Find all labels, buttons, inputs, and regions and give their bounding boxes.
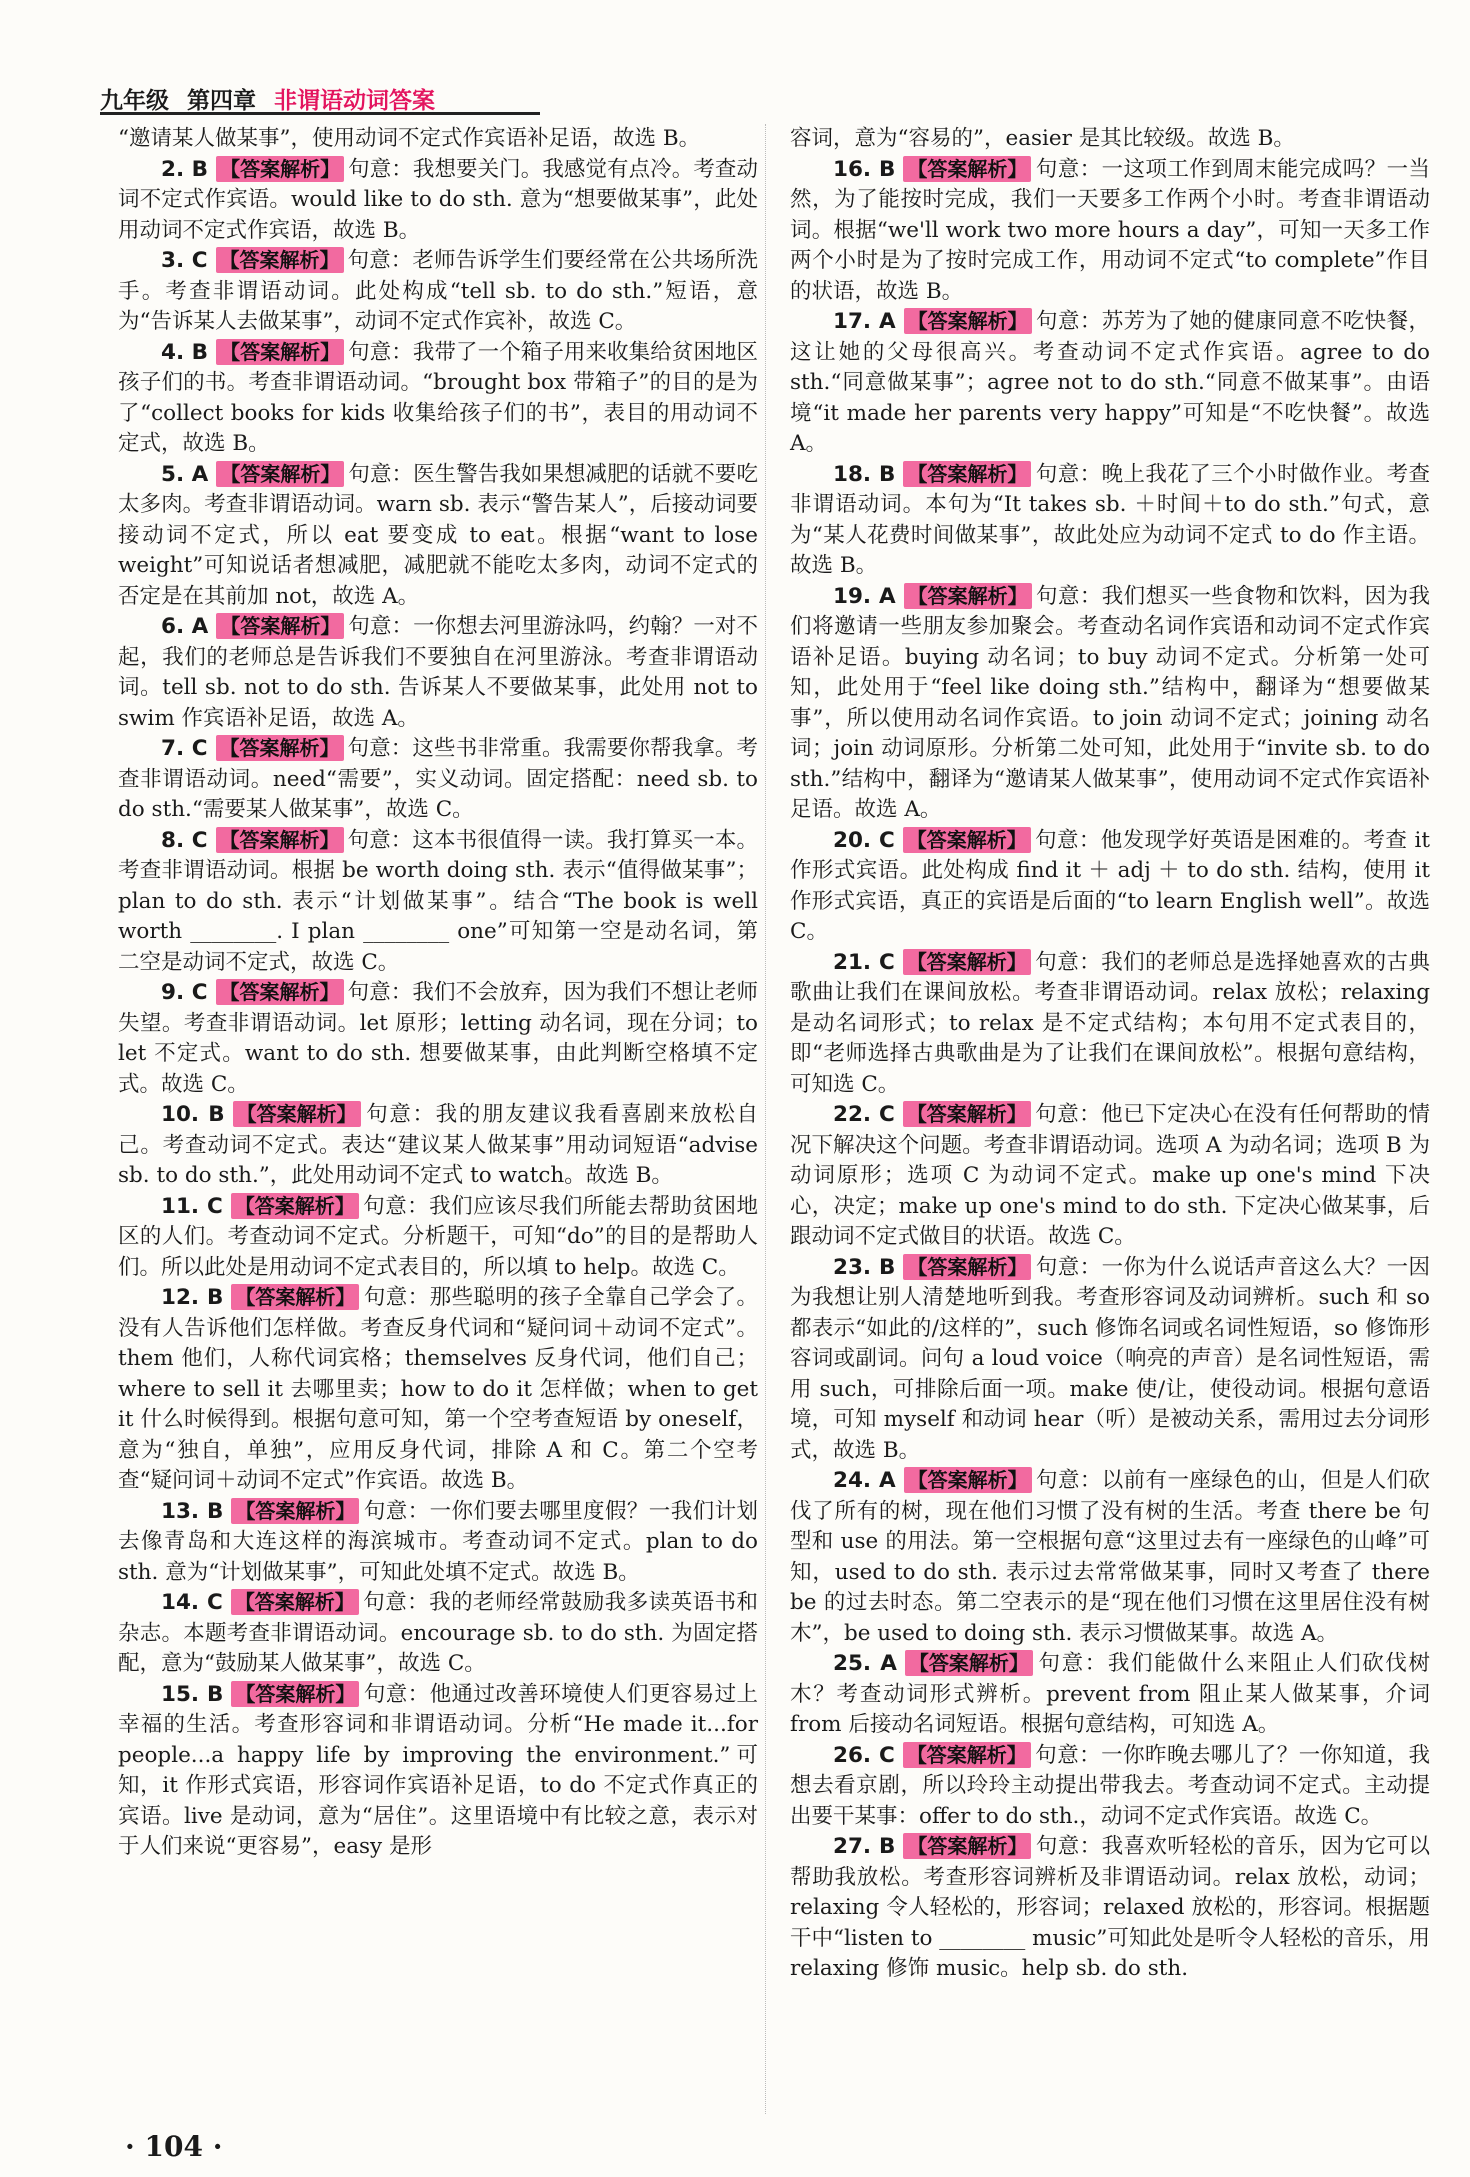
answer-number: 15. B bbox=[161, 1681, 224, 1707]
answer-analysis-tag: 【答案解析】 bbox=[904, 308, 1032, 334]
answer-analysis-tag: 【答案解析】 bbox=[216, 827, 344, 853]
answer-text: 句意：苏芳为了她的健康同意不吃快餐，这让她的父母很高兴。考查动词不定式作宾语。agree to do sth.“同意做某事”；agree not to do sth.“同意不做某事”。由语境“it made her parents very happy”可知是“不吃快餐”。故选 A。 bbox=[790, 309, 1430, 456]
answer-item bbox=[118, 338, 758, 460]
answer-analysis-tag: 【答案解析】 bbox=[216, 247, 344, 273]
answer-item bbox=[790, 307, 1430, 460]
answer-text: 句意：他已下定决心在没有任何帮助的情况下解决这个问题。考查非谓语动词。选项 A 为动名词；选项 B 为动词原形；选项 C 为动词不定式。make up one's mind 下决心，决定；make up one's mind to do sth. 下定决心做某事，后跟动词不定式做目的状语。故选 C。 bbox=[790, 1102, 1430, 1249]
answer-number: 23. B bbox=[833, 1254, 896, 1280]
header-title: 非谓语动词答案 bbox=[274, 88, 435, 114]
answer-analysis-tag: 【答案解析】 bbox=[903, 1742, 1031, 1768]
answer-text: 句意：我们不会放弃，因为我们不想让老师失望。考查非谓语动词。let 原形；letting 动名词，现在分词；to let 不定式。want to do sth. 想要做某事，由此判断空格填不定式。故选 C。 bbox=[118, 980, 758, 1097]
answer-item bbox=[790, 948, 1430, 1101]
answer-number: 27. B bbox=[833, 1834, 896, 1859]
answer-item bbox=[118, 1588, 758, 1680]
left-column bbox=[118, 124, 758, 1863]
answer-text: 句意：我带了一个箱子用来收集给贫困地区孩子们的书。考查非谓语动词。“brought box 带箱子”的目的是为了“collect books for kids 收集给孩子们的书”，表目的用动词不定式，故选 B。 bbox=[118, 339, 758, 456]
answer-item bbox=[118, 1497, 758, 1589]
answer-number: 10. B bbox=[161, 1102, 225, 1127]
answer-analysis-tag: 【答案解析】 bbox=[216, 979, 344, 1005]
answer-item bbox=[118, 734, 758, 826]
answer-analysis-tag: 【答案解析】 bbox=[904, 583, 1032, 609]
answer-number: 26. C bbox=[833, 1742, 895, 1768]
answer-text: 句意：这些书非常重。我需要你帮我拿。考查非谓语动词。need“需要”，实义动词。固定搭配：need sb. to do sth.“需要某人做某事”，故选 C。 bbox=[118, 736, 758, 822]
answer-number: 9. C bbox=[161, 980, 208, 1005]
answer-item bbox=[790, 826, 1430, 948]
answer-analysis-tag: 【答案解析】 bbox=[231, 1284, 359, 1310]
answer-text: 句意：以前有一座绿色的山，但是人们砍伐了所有的树，现在他们习惯了没有树的生活。考查 there be 句型和 use 的用法。第一空根据句意“这里过去有一座绿色的山峰”可知，used to do sth. 表示过去常常做某事，同时又考查了 there be 的过去时态。第二空表示的是“现在他们习惯在这里居住没有树木”，be used to doing sth. 表示习惯做某事。故选 A。 bbox=[790, 1468, 1430, 1646]
answer-text: 句意：医生警告我如果想减肥的话就不要吃太多肉。考查非谓语动词。warn sb. 表示“警告某人”，后接动词要接动词不定式，所以 eat 要变成 to eat。根据“want to lose weight”可知说话者想减肥，减肥就不能吃太多肉，动词不定式的否定是在其前加 not，故选 A。 bbox=[118, 461, 758, 609]
answer-analysis-tag: 【答案解析】 bbox=[903, 461, 1031, 487]
answer-item bbox=[790, 155, 1430, 308]
answer-number: 24. A bbox=[833, 1468, 896, 1493]
answer-item bbox=[118, 1283, 758, 1497]
answer-item bbox=[790, 1466, 1430, 1649]
answer-analysis-tag: 【答案解析】 bbox=[233, 1101, 361, 1127]
answer-text: 句意：一你昨晚去哪儿了？一你知道，我想去看京剧，所以玲玲主动提出带我去。考查动词不定式。主动提出要干某事：offer to do sth.，动词不定式作宾语。故选 C。 bbox=[790, 1742, 1430, 1829]
page-header bbox=[100, 82, 435, 115]
header-grade: 九年级 bbox=[100, 88, 169, 114]
answer-number: 20. C bbox=[833, 827, 895, 853]
answer-text: 句意：一你想去河里游泳吗，约翰？一对不起，我们的老师总是告诉我们不要独自在河里游泳。考查非谓语动词。tell sb. not to do sth. 告诉某人不要做某事，此处用 not to swim 作宾语补足语，故选 A。 bbox=[118, 614, 758, 731]
right-column bbox=[790, 124, 1430, 1985]
answer-number: 4. B bbox=[161, 339, 209, 365]
answer-number: 7. C bbox=[161, 736, 208, 761]
answer-item bbox=[118, 246, 758, 338]
answer-item bbox=[118, 826, 758, 979]
answer-text: 容词，意为“容易的”，easier 是其比较级。故选 B。 bbox=[790, 126, 1295, 151]
answer-item bbox=[790, 1832, 1430, 1985]
answer-item bbox=[790, 1649, 1430, 1741]
answer-text: 句意：我们能做什么来阻止人们砍伐树木？考查动词形式辨析。prevent from 阻止某人做某事，介词 from 后接动名词短语。根据句意结构，可知选 A。 bbox=[790, 1651, 1430, 1737]
answer-item bbox=[118, 978, 758, 1100]
answer-text: 句意：一你为什么说话声音这么大？一因为我想让别人清楚地听到我。考查形容词及动词辨析。such 和 so 都表示“如此的/这样的”，such 修饰名词或名词性短语，so 修饰形容词或副词。问句 a loud voice（响亮的声音）是名词性短语，需用 such，可排除后面一项。make 使/让，使役动词。根据句意语境，可知 myself 和动词 hear（听）是被动关系，需用过去分词形式，故选 B。 bbox=[790, 1254, 1430, 1463]
answer-number: 3. C bbox=[161, 248, 208, 273]
answer-number: 6. A bbox=[161, 614, 209, 639]
answer-item bbox=[790, 582, 1430, 826]
answer-text: 句意：我想要关门。我感觉有点冷。考查动词不定式作宾语。would like to do sth. 意为“想要做某事”，此处用动词不定式作宾语，故选 B。 bbox=[118, 156, 758, 243]
answer-text: 句意：他通过改善环境使人们更容易过上幸福的生活。考查形容词和非谓语动词。分析“He made it...for people...a happy life by improving the environment.”可知，it 作形式宾语，形容词作宾语补足语，to do 不定式作真正的宾语。live 是动词，意为“居住”。这里语境中有比较之意，表示对于人们来说“更容易”，easy 是形 bbox=[118, 1681, 758, 1859]
header-rule bbox=[100, 112, 540, 115]
answer-item bbox=[790, 124, 1430, 155]
answer-text: 句意：一你们要去哪里度假？一我们计划去像青岛和大连这样的海滨城市。考查动词不定式。plan to do sth. 意为“计划做某事”，可知此处填不定式。故选 B。 bbox=[118, 1498, 758, 1585]
answer-number: 17. A bbox=[833, 309, 896, 334]
answer-number: 5. A bbox=[161, 461, 209, 487]
answer-text: 句意：我的老师经常鼓励我多读英语书和杂志。本题考查非谓语动词。encourage sb. to do sth. 为固定搭配，意为“鼓励某人做某事”，故选 C。 bbox=[118, 1590, 758, 1676]
answer-number: 11. C bbox=[161, 1193, 223, 1219]
answer-text: 句意：晚上我花了三个小时做作业。考查非谓语动词。本句为“It takes sb. ＋时间＋to do sth.”句式，意为“某人花费时间做某事”，故此处应为动词不定式 to do 作主语。故选 B。 bbox=[790, 461, 1430, 578]
answer-text: 句意：我们想买一些食物和饮料，因为我们将邀请一些朋友参加聚会。考查动名词作宾语和动词不定式作宾语补足语。buying 动名词；to buy 动词不定式。分析第一处可知，此处用于“feel like doing sth.”结构中，翻译为“想要做某事”，所以使用动名词作宾语。to join 动词不定式；joining 动名词；join 动词原形。分析第二处可知，此处用于“invite sb. to do sth.”结构中，翻译为“邀请某人做某事”，使用动词不定式作宾语补足语。故选 A。 bbox=[790, 583, 1430, 822]
answer-analysis-tag: 【答案解析】 bbox=[904, 1467, 1032, 1493]
answer-analysis-tag: 【答案解析】 bbox=[216, 735, 344, 761]
answer-item bbox=[790, 1741, 1430, 1833]
answer-item bbox=[790, 460, 1430, 582]
answer-item bbox=[790, 1100, 1430, 1253]
answer-number: 21. C bbox=[833, 949, 895, 975]
answer-analysis-tag: 【答案解析】 bbox=[216, 339, 344, 365]
answer-item bbox=[118, 155, 758, 247]
answer-analysis-tag: 【答案解析】 bbox=[216, 156, 344, 182]
answer-text: “邀请某人做某事”，使用动词不定式作宾语补足语，故选 B。 bbox=[118, 126, 701, 151]
answer-number: 18. B bbox=[833, 461, 896, 487]
answer-item bbox=[790, 1253, 1430, 1467]
answer-item bbox=[118, 612, 758, 734]
answer-text: 句意：那些聪明的孩子全靠自己学会了。没有人告诉他们怎样做。考查反身代词和“疑问词＋动词不定式”。them 他们，人称代词宾格；themselves 反身代词，他们自己；where to sell it 去哪里卖；how to do it 怎样做；when to get it 什么时候得到。根据句意可知，第一个空考查短语 by oneself，意为“独自，单独”，应用反身代词，排除 A 和 C。第二个空考查“疑问词＋动词不定式”作宾语。故选 B。 bbox=[118, 1285, 758, 1493]
answer-text: 句意：我的朋友建议我看喜剧来放松自己。考查动词不定式。表达“建议某人做某事”用动词短语“advise sb. to do sth.”，此处用动词不定式 to watch。故选 B。 bbox=[118, 1102, 758, 1188]
answer-text: 句意：我们的老师总是选择她喜欢的古典歌曲让我们在课间放松。考查非谓语动词。relax 放松；relaxing 是动名词形式；to relax 是不定式结构；本句用不定式表目的，即“老师选择古典歌曲是为了让我们在课间放松”。根据句意结构，可知选 C。 bbox=[790, 949, 1430, 1097]
answer-item bbox=[118, 1680, 758, 1863]
answer-number: 12. B bbox=[161, 1285, 224, 1310]
answer-item bbox=[118, 1100, 758, 1192]
answer-number: 14. C bbox=[161, 1590, 223, 1615]
answer-analysis-tag: 【答案解析】 bbox=[231, 1681, 359, 1707]
answer-analysis-tag: 【答案解析】 bbox=[231, 1498, 359, 1524]
answer-text: 句意：老师告诉学生们要经常在公共场所洗手。考查非谓语动词。此处构成“tell sb. to do sth.”短语，意为“告诉某人去做某事”，动词不定式作宾补，故选 C。 bbox=[118, 248, 758, 334]
answer-analysis-tag: 【答案解析】 bbox=[903, 949, 1031, 975]
answer-text: 句意：他发现学好英语是困难的。考查 it 作形式宾语。此处构成 find it ＋ adj ＋ to do sth. 结构，使用 it 作形式宾语，真正的宾语是后面的“to learn English well”。故选 C。 bbox=[790, 827, 1430, 944]
answer-text: 句意：我喜欢听轻松的音乐，因为它可以帮助我放松。考查形容词辨析及非谓语动词。relax 放松，动词；relaxing 令人轻松的，形容词；relaxed 放松的，形容词。根据题干中“listen to ________ music”可知此处是听令人轻松的音乐，用 relaxing 修饰 music。help sb. do sth. bbox=[790, 1834, 1430, 1981]
answer-item bbox=[118, 124, 758, 155]
header-chapter: 第四章 bbox=[187, 88, 256, 114]
answer-number: 25. A bbox=[833, 1651, 897, 1676]
answer-analysis-tag: 【答案解析】 bbox=[903, 156, 1031, 182]
answer-number: 16. B bbox=[833, 156, 896, 182]
answer-item bbox=[118, 460, 758, 613]
answer-analysis-tag: 【答案解析】 bbox=[216, 461, 344, 487]
answer-number: 8. C bbox=[161, 827, 208, 853]
answer-analysis-tag: 【答案解析】 bbox=[905, 1650, 1033, 1676]
page-number: · 104 · bbox=[125, 2130, 223, 2163]
answer-text: 句意：我们应该尽我们所能去帮助贫困地区的人们。考查动词不定式。分析题干，可知“do”的目的是帮助人们。所以此处是用动词不定式表目的，所以填 to help。故选 C。 bbox=[118, 1193, 758, 1280]
answer-number: 22. C bbox=[833, 1102, 895, 1127]
answer-analysis-tag: 【答案解析】 bbox=[231, 1193, 359, 1219]
answer-number: 19. A bbox=[833, 583, 896, 609]
answer-text: 句意：一这项工作到周末能完成吗？一当然，为了能按时完成，我们一天要多工作两个小时。考查非谓语动词。根据“we'll work two more hours a day”，可知一天多工作两个小时是为了按时完成工作，用动词不定式“to complete”作目的状语，故选 B。 bbox=[790, 156, 1430, 304]
column-divider bbox=[765, 124, 766, 2114]
answer-item bbox=[118, 1192, 758, 1284]
answer-analysis-tag: 【答案解析】 bbox=[231, 1589, 359, 1615]
answer-analysis-tag: 【答案解析】 bbox=[216, 613, 344, 639]
answer-text: 句意：这本书很值得一读。我打算买一本。考查非谓语动词。根据 be worth doing sth. 表示“值得做某事”；plan to do sth. 表示“计划做某事”。结合“The book is well worth ________. I plan ________ one”可知第一空是动名词，第二空是动词不定式，故选 C。 bbox=[118, 827, 758, 975]
answer-number: 13. B bbox=[161, 1498, 224, 1524]
answer-analysis-tag: 【答案解析】 bbox=[903, 1101, 1031, 1127]
answer-analysis-tag: 【答案解析】 bbox=[903, 1254, 1031, 1280]
answer-number: 2. B bbox=[161, 156, 209, 182]
answer-analysis-tag: 【答案解析】 bbox=[903, 1833, 1031, 1859]
answer-analysis-tag: 【答案解析】 bbox=[903, 827, 1031, 853]
